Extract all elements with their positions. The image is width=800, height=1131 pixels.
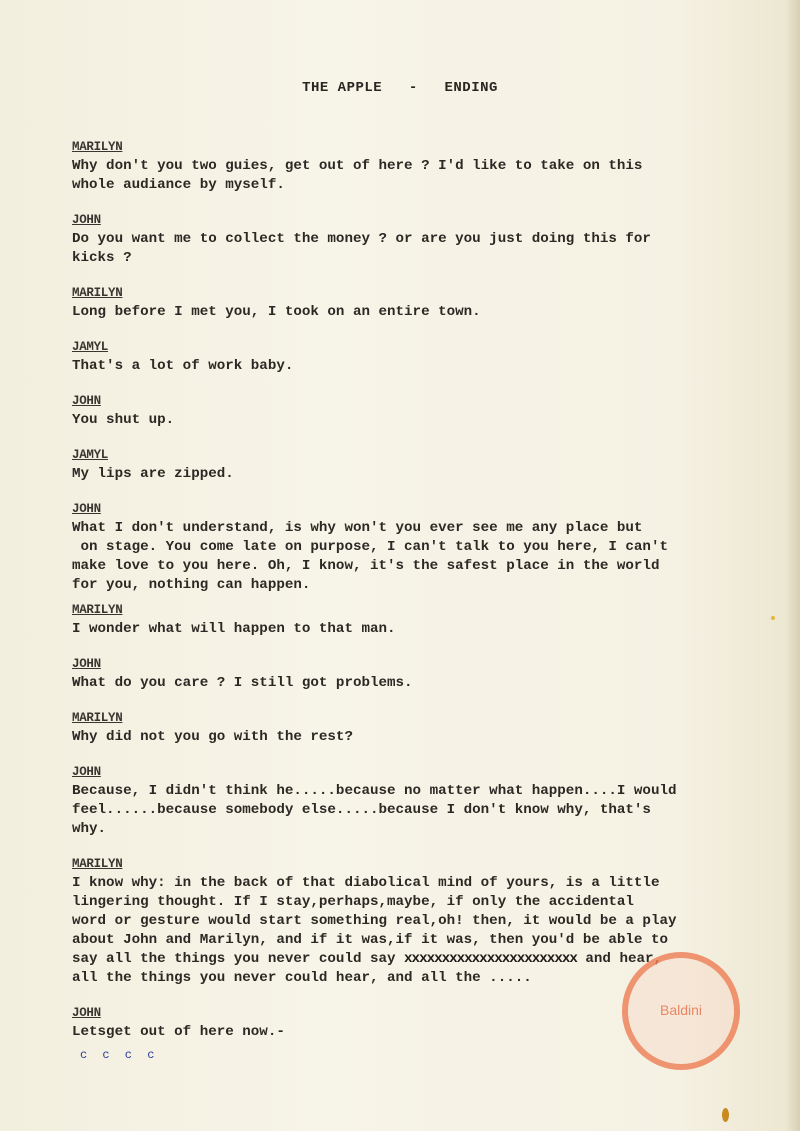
dialogue-line: why. [72, 821, 107, 837]
line-suffix: and hear, [576, 951, 663, 967]
speaker-name: JOHN [72, 394, 101, 408]
dialogue-line: Why did not you go with the rest? [72, 729, 353, 745]
dialogue-line: Because, I didn't think he.....because no matter what happen....I would [72, 783, 677, 799]
dialogue-block [72, 446, 784, 484]
dialogue-block [72, 284, 784, 322]
dialogue-block [72, 338, 784, 376]
speaker-name: MARILYN [72, 857, 123, 871]
stamp-label: Baldini [659, 1002, 703, 1018]
dialogue-line: for you, nothing can happen. [72, 577, 311, 593]
document-title: THE APPLE - ENDING [302, 80, 498, 96]
dialogue-line: Letsget out of here now.- [72, 1024, 285, 1040]
ink-dot [771, 616, 775, 620]
page-shadow [786, 0, 800, 1131]
dialogue-line: My lips are zipped. [72, 466, 234, 482]
dialogue-block [72, 138, 784, 195]
dialogue-line: Do you want me to collect the money ? or are you just doing this for [72, 231, 651, 247]
speaker-name: JAMYL [72, 448, 109, 462]
speaker-name: MARILYN [72, 286, 123, 300]
dialogue-line: Why don't you two guies, get out of here ? I'd like to take on this [72, 158, 643, 174]
script-body [72, 138, 784, 1058]
dialogue-block [72, 392, 784, 430]
dialogue-line: make love to you here. Oh, I know, it's the safest place in the world [72, 558, 660, 574]
dialogue-block [72, 500, 784, 595]
dialogue-line: about John and Marilyn, and if it was,if it was, then you'd be able to [72, 932, 668, 948]
ink-stain [722, 1108, 729, 1122]
dialogue-line: You shut up. [72, 412, 175, 428]
speaker-name: MARILYN [72, 140, 123, 154]
dialogue-line: kicks ? [72, 250, 132, 266]
speaker-name: JOHN [72, 213, 101, 227]
dialogue-line: What do you care ? I still got problems. [72, 675, 413, 691]
dialogue-block [72, 763, 784, 839]
dialogue-line: What I don't understand, is why won't you ever see me any place but [72, 520, 643, 536]
dialogue-line: all the things you never could hear, and all the ..... [72, 970, 532, 986]
dialogue-line: whole audiance by myself. [72, 177, 285, 193]
library-stamp [622, 952, 740, 1070]
dialogue-block [72, 709, 784, 747]
dialogue-block [72, 211, 784, 268]
speaker-name: MARILYN [72, 711, 123, 725]
line-prefix: say all the things you never could say [72, 951, 405, 967]
speaker-name: MARILYN [72, 603, 123, 617]
handwritten-marks: c c c c [80, 1048, 159, 1062]
dialogue-line: word or gesture would start something real,oh! then, it would be a play [72, 913, 677, 929]
speaker-name: JOHN [72, 765, 101, 779]
dialogue-line: on stage. You come late on purpose, I can't talk to you here, I can't [72, 539, 668, 555]
speaker-name: JOHN [72, 502, 101, 516]
dialogue-line: I wonder what will happen to that man. [72, 621, 396, 637]
speaker-name: JAMYL [72, 340, 109, 354]
dialogue-block [72, 601, 784, 639]
speaker-name: JOHN [72, 657, 101, 671]
struck-out-text: xxxxxxxxxxxxxxxxxxxxxxx [404, 951, 577, 967]
dialogue-line: That's a lot of work baby. [72, 358, 294, 374]
speaker-name: JOHN [72, 1006, 101, 1020]
dialogue-line: lingering thought. If I stay,perhaps,maybe, if only the accidental [72, 894, 634, 910]
dialogue-line: Long before I met you, I took on an entire town. [72, 304, 481, 320]
dialogue-line: I know why: in the back of that diabolical mind of yours, is a little [72, 875, 660, 891]
dialogue-line: feel......because somebody else.....because I don't know why, that's [72, 802, 651, 818]
dialogue-block [72, 655, 784, 693]
